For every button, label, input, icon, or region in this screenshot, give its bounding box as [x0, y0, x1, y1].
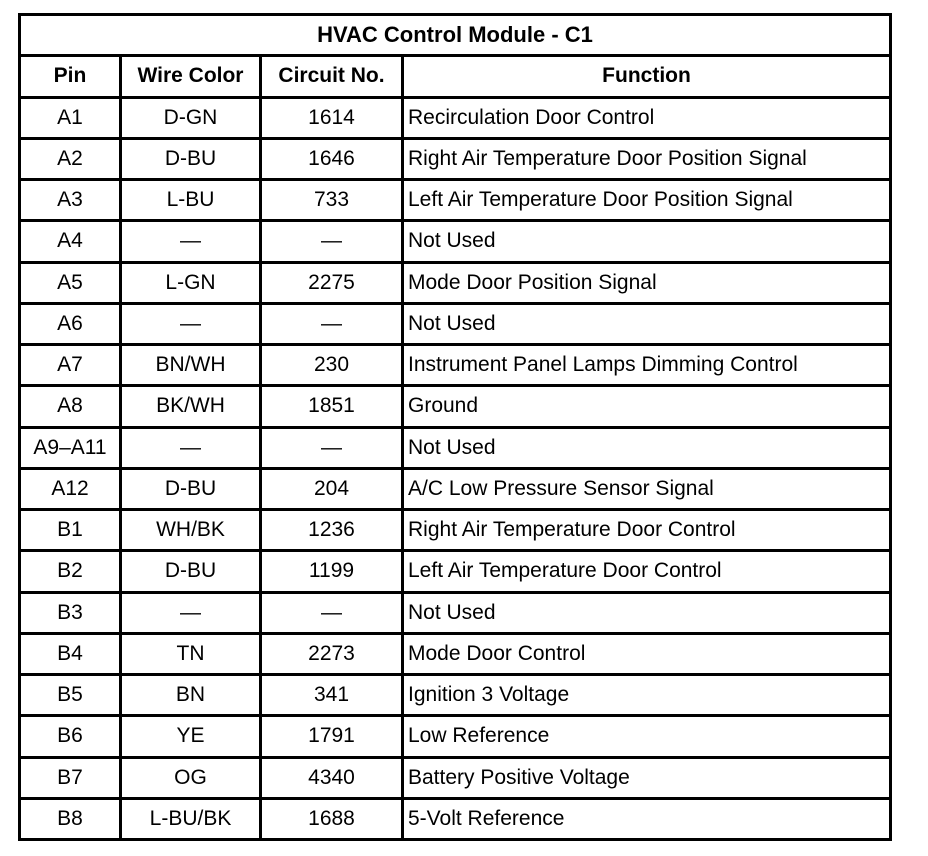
circuit-cell: 1646: [262, 140, 401, 178]
pin-cell: A12: [21, 470, 119, 508]
function-cell: Left Air Temperature Door Control: [404, 552, 889, 590]
circuit-cell: 4340: [262, 759, 401, 797]
table-row: [21, 346, 889, 384]
table-row: [21, 305, 889, 343]
pin-cell: A6: [21, 305, 119, 343]
pin-cell: B7: [21, 759, 119, 797]
wire-color-cell: L-BU/BK: [122, 800, 259, 838]
pin-cell: B8: [21, 800, 119, 838]
wire-color-cell: D-GN: [122, 99, 259, 137]
circuit-cell: 2273: [262, 635, 401, 673]
table-row: [21, 800, 889, 838]
function-cell: Instrument Panel Lamps Dimming Control: [404, 346, 889, 384]
circuit-cell: 1851: [262, 387, 401, 425]
circuit-cell: 1688: [262, 800, 401, 838]
pin-cell: B1: [21, 511, 119, 549]
header-circuit-no: Circuit No.: [262, 57, 401, 95]
table-header-row: [21, 57, 889, 95]
circuit-cell: 2275: [262, 264, 401, 302]
function-cell: Left Air Temperature Door Position Signal: [404, 181, 889, 219]
function-cell: Mode Door Position Signal: [404, 264, 889, 302]
function-cell: Not Used: [404, 594, 889, 632]
pin-cell: A3: [21, 181, 119, 219]
function-cell: Ground: [404, 387, 889, 425]
wire-color-cell: BN: [122, 676, 259, 714]
table-row: [21, 387, 889, 425]
function-cell: Right Air Temperature Door Position Signal: [404, 140, 889, 178]
wire-color-cell: L-GN: [122, 264, 259, 302]
function-cell: Recirculation Door Control: [404, 99, 889, 137]
function-cell: Right Air Temperature Door Control: [404, 511, 889, 549]
circuit-cell: —: [262, 222, 401, 260]
wire-color-cell: —: [122, 429, 259, 467]
table-row: [21, 222, 889, 260]
pin-cell: B3: [21, 594, 119, 632]
pin-cell: A2: [21, 140, 119, 178]
wire-color-cell: WH/BK: [122, 511, 259, 549]
function-cell: Not Used: [404, 429, 889, 467]
circuit-cell: 204: [262, 470, 401, 508]
connector-table: [18, 13, 892, 841]
pin-cell: B4: [21, 635, 119, 673]
wire-color-cell: D-BU: [122, 140, 259, 178]
circuit-cell: 1236: [262, 511, 401, 549]
pin-cell: A8: [21, 387, 119, 425]
table-row: [21, 429, 889, 467]
pin-cell: A7: [21, 346, 119, 384]
wire-color-cell: L-BU: [122, 181, 259, 219]
wire-color-cell: YE: [122, 717, 259, 755]
table-row: [21, 552, 889, 590]
table-title: HVAC Control Module - C1: [21, 16, 889, 54]
table-row: [21, 264, 889, 302]
wire-color-cell: —: [122, 305, 259, 343]
function-cell: 5-Volt Reference: [404, 800, 889, 838]
header-pin: Pin: [21, 57, 119, 95]
circuit-cell: —: [262, 305, 401, 343]
table-row: [21, 181, 889, 219]
wire-color-cell: BK/WH: [122, 387, 259, 425]
table-row: [21, 470, 889, 508]
function-cell: A/C Low Pressure Sensor Signal: [404, 470, 889, 508]
function-cell: Mode Door Control: [404, 635, 889, 673]
pin-cell: A5: [21, 264, 119, 302]
circuit-cell: 230: [262, 346, 401, 384]
table-row: [21, 594, 889, 632]
pin-cell: A1: [21, 99, 119, 137]
wire-color-cell: OG: [122, 759, 259, 797]
table-row: [21, 759, 889, 797]
wire-color-cell: BN/WH: [122, 346, 259, 384]
circuit-cell: —: [262, 594, 401, 632]
pin-cell: A4: [21, 222, 119, 260]
wire-color-cell: D-BU: [122, 552, 259, 590]
circuit-cell: 733: [262, 181, 401, 219]
pin-cell: B2: [21, 552, 119, 590]
pin-cell: A9–A11: [21, 429, 119, 467]
table-row: [21, 635, 889, 673]
function-cell: Not Used: [404, 305, 889, 343]
header-wire-color: Wire Color: [122, 57, 259, 95]
pin-cell: B5: [21, 676, 119, 714]
wire-color-cell: D-BU: [122, 470, 259, 508]
circuit-cell: 1199: [262, 552, 401, 590]
table-row: [21, 99, 889, 137]
header-function: Function: [404, 57, 889, 95]
circuit-cell: 1791: [262, 717, 401, 755]
wire-color-cell: TN: [122, 635, 259, 673]
function-cell: Not Used: [404, 222, 889, 260]
table-row: [21, 717, 889, 755]
table-row: [21, 511, 889, 549]
function-cell: Ignition 3 Voltage: [404, 676, 889, 714]
table-row: [21, 140, 889, 178]
wire-color-cell: —: [122, 222, 259, 260]
pin-cell: B6: [21, 717, 119, 755]
wire-color-cell: —: [122, 594, 259, 632]
function-cell: Low Reference: [404, 717, 889, 755]
circuit-cell: —: [262, 429, 401, 467]
table-row: [21, 676, 889, 714]
circuit-cell: 1614: [262, 99, 401, 137]
circuit-cell: 341: [262, 676, 401, 714]
function-cell: Battery Positive Voltage: [404, 759, 889, 797]
